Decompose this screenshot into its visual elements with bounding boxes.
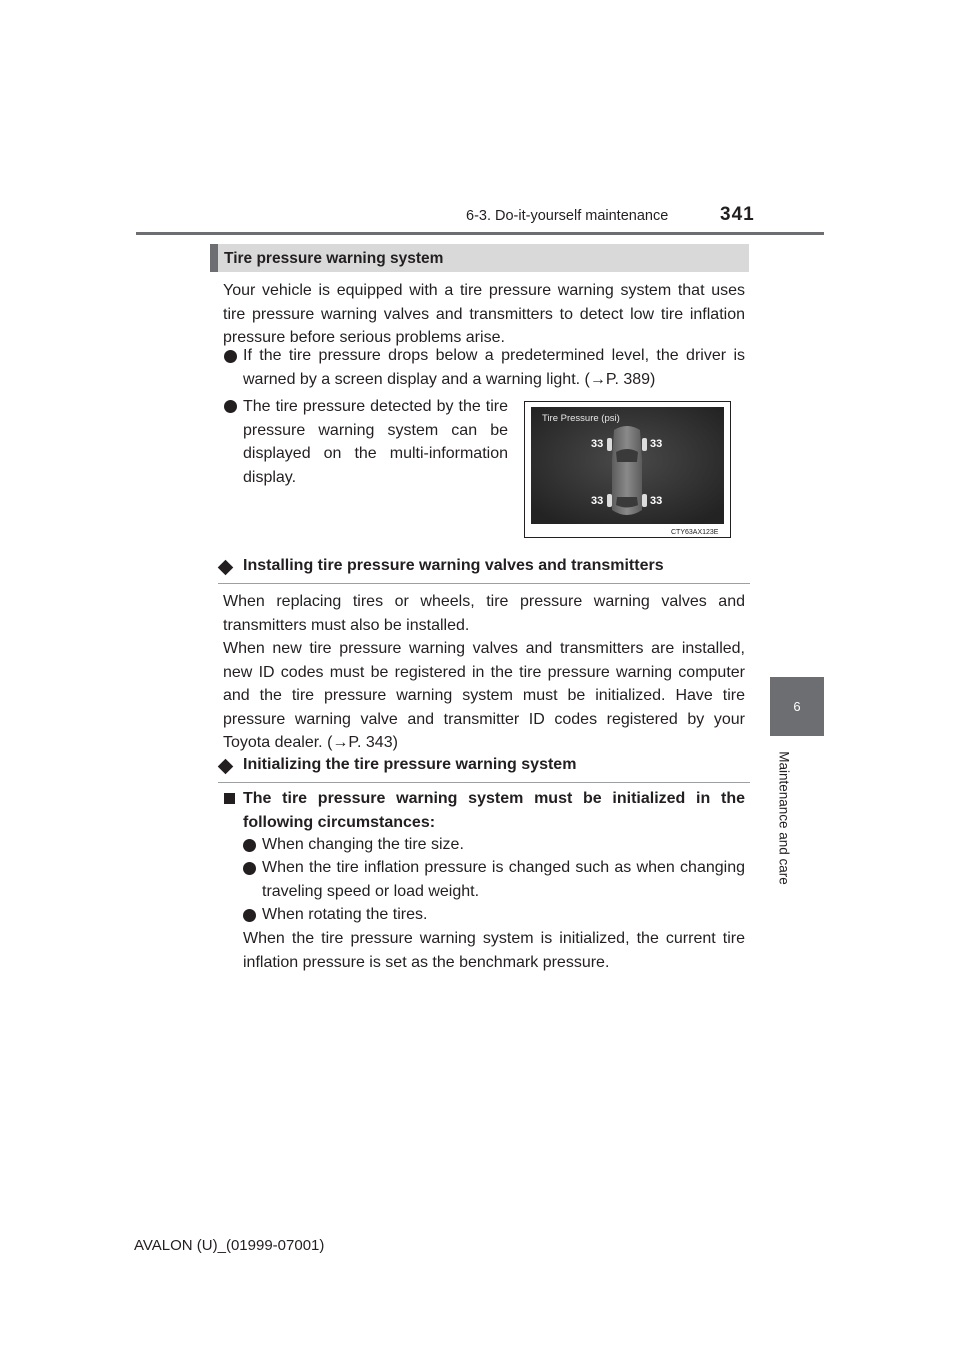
pressure-rear-right: 33: [650, 495, 663, 507]
figure-code: CTY63AX123E: [671, 529, 719, 536]
intro-paragraph: Your vehicle is equipped with a tire pressure warning system that uses tire pressure warning valves and transmitters to detect low tire inflation pressure before serious problems arise.: [223, 282, 745, 346]
tire-rear-right: [642, 494, 647, 507]
footer-model-code: AVALON (U)_(01999-07001): [134, 1237, 325, 1254]
circumstance-item: When rotating the tires.: [262, 906, 428, 923]
bullet-dot: [224, 350, 237, 363]
chapter-tab: 6: [770, 677, 824, 736]
subheading-initializing-text: Initializing the tire pressure warning system: [243, 756, 577, 773]
page-number: 341: [720, 204, 755, 225]
screen-title: Tire Pressure (psi): [542, 413, 620, 424]
rear-window: [616, 497, 638, 508]
subheading-installing-text: Installing tire pressure warning valves and transmitters: [243, 557, 664, 574]
diamond-icon: [218, 560, 234, 576]
section-title: Tire pressure warning system: [224, 250, 444, 267]
initialize-heading: The tire pressure warning system must be initialized in the following circumstances:: [243, 790, 745, 831]
tire-front-right: [642, 438, 647, 451]
initialize-closing: When the tire pressure warning system is initialized, the current tire inflation pressure is set as the benchmark pressure.: [243, 930, 745, 971]
square-bullet-icon: [224, 793, 235, 804]
diamond-icon: [218, 759, 234, 775]
subheading-initializing: [218, 756, 750, 783]
pressure-rear-left: 33: [591, 495, 604, 507]
installing-paragraph-1: When replacing tires or wheels, tire pressure warning valves and transmitters must also be installed.: [223, 593, 745, 634]
multi-information-display-illustration: [525, 402, 730, 537]
bullet-dot: [224, 400, 237, 413]
pressure-front-left: 33: [591, 438, 604, 450]
installing-paragraph-2: When new tire pressure warning valves and transmitters are installed, new ID codes must be registered in the tire pressure warning computer and the tire pressure warning system must be initialized. Have tire pressure warning valve and transmitter ID codes registered by your Toyota dealer. (→P. 343): [223, 640, 745, 751]
tire-front-left: [607, 438, 612, 451]
header-rule: [136, 232, 824, 235]
chapter-tab-label-wrap: [770, 744, 798, 892]
pressure-front-right: 33: [650, 438, 663, 450]
bullet-display: The tire pressure detected by the tire pressure warning system can be displayed on the multi-information display.: [243, 398, 508, 486]
bullet-dot: [243, 839, 256, 852]
bullet-dot: [243, 862, 256, 875]
chapter-tab-label: Maintenance and care: [776, 751, 792, 885]
tire-rear-left: [607, 494, 612, 507]
windshield: [616, 449, 638, 462]
circumstance-item: When changing the tire size.: [262, 836, 464, 853]
tire-pressure-figure: [524, 401, 731, 538]
circumstance-item: When the tire inflation pressure is changed such as when changing traveling speed or load weight.: [262, 859, 745, 900]
running-header-section: 6-3. Do-it-yourself maintenance: [466, 208, 669, 224]
subheading-installing: [218, 557, 750, 584]
bullet-dot: [243, 909, 256, 922]
bullet-warning: If the tire pressure drops below a predetermined level, the driver is warned by a screen display and a warning light. (→P. 389): [243, 347, 745, 388]
